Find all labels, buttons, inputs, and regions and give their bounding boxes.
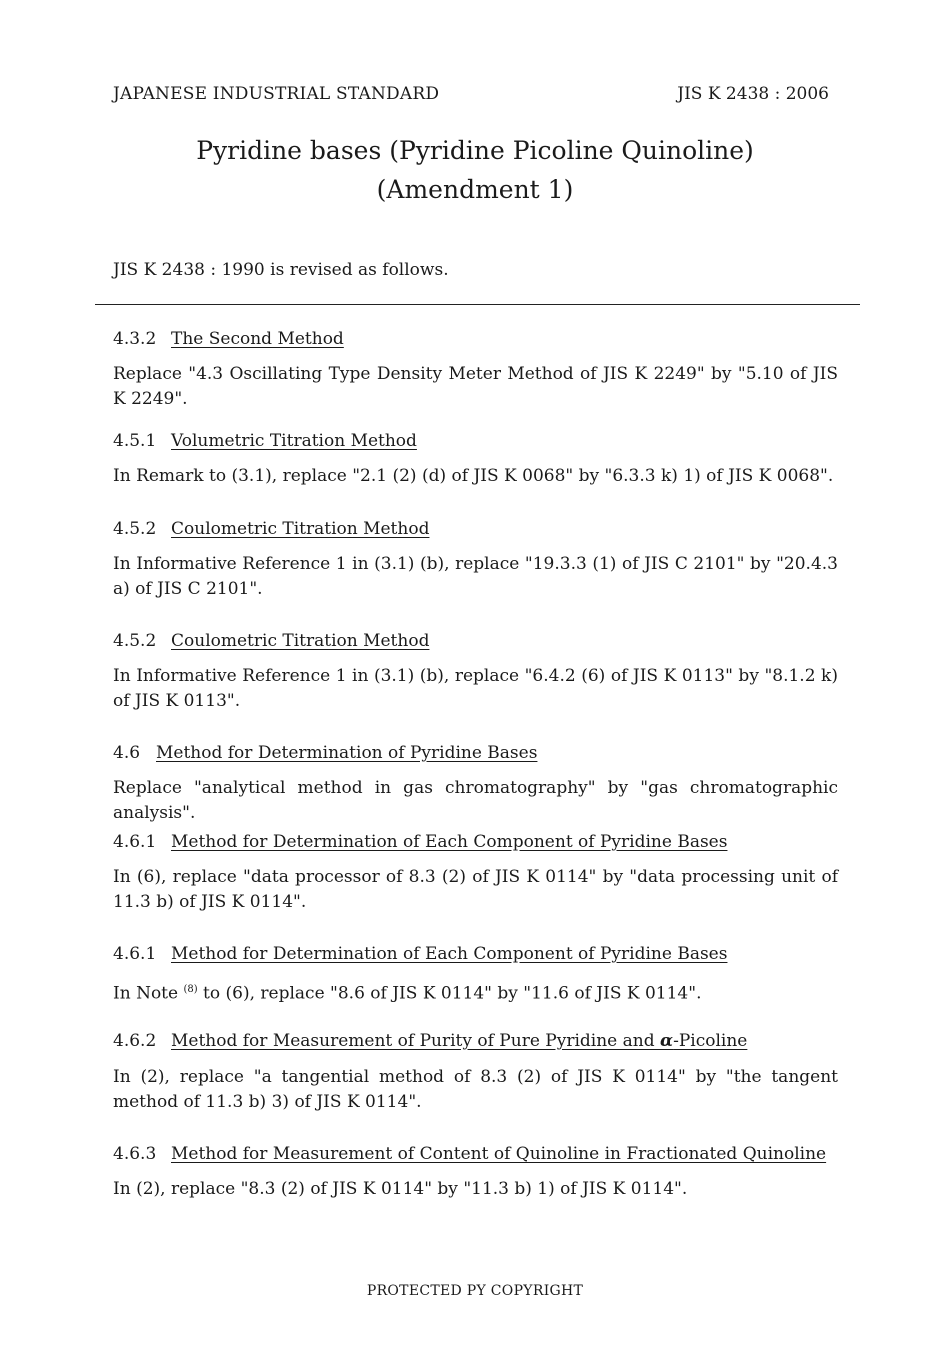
section-text-4-5-2-b: In Informative Reference 1 in (3.1) (b), replace "6.4.2 (6) of JIS K 0113" by "8.1.2 k) of JIS K 0113". xyxy=(113,666,838,711)
section-heading-4-6-1-b xyxy=(113,944,727,964)
section-title: The Second Method xyxy=(171,329,344,349)
section-text-4-5-2-a: In Informative Reference 1 in (3.1) (b), replace "19.3.3 (1) of JIS C 2101" by "20.4.3 a) of JIS C 2101". xyxy=(113,554,838,599)
header-standard-label: JAPANESE INDUSTRIAL STANDARD xyxy=(113,84,440,104)
section-title: Coulometric Titration Method xyxy=(171,631,430,651)
section-title: Volumetric Titration Method xyxy=(171,431,417,451)
section-number: 4.5.2 xyxy=(113,519,157,539)
intro-statement: JIS K 2438 : 1990 is revised as follows. xyxy=(113,260,449,280)
section-number: 4.6.1 xyxy=(113,944,157,964)
section-heading-4-3-2 xyxy=(113,329,344,349)
horizontal-divider xyxy=(95,304,860,305)
section-text-4-6-1-a: In (6), replace "data processor of 8.3 (2) of JIS K 0114" by "data processing unit of 11.3 b) of JIS K 0114". xyxy=(113,867,838,912)
section-number: 4.6.2 xyxy=(113,1031,157,1051)
section-title: Method for Determination of Each Component of Pyridine Bases xyxy=(171,832,728,852)
section-number: 4.6.3 xyxy=(113,1144,157,1164)
section-title xyxy=(171,1031,747,1051)
section-number: 4.6.1 xyxy=(113,832,157,852)
section-heading-4-5-2-b xyxy=(113,631,429,651)
copyright-footer: PROTECTED PY COPYRIGHT xyxy=(366,1283,584,1299)
document-subtitle: (Amendment 1) xyxy=(376,175,574,204)
section-title: Method for Measurement of Content of Quinoline in Fractionated Quinoline xyxy=(171,1144,827,1164)
document-title: Pyridine bases (Pyridine Picoline Quinoline) xyxy=(196,136,754,165)
section-number: 4.6 xyxy=(113,743,141,763)
text-after-note: to (6), replace "8.6 of JIS K 0114" by "11.6 of JIS K 0114". xyxy=(197,983,702,1004)
section-heading-4-5-1 xyxy=(113,431,417,451)
section-heading-4-6 xyxy=(113,743,537,763)
title-after-alpha: -Picoline xyxy=(673,1031,748,1051)
title-before-alpha: Method for Measurement of Purity of Pure Pyridine and xyxy=(171,1031,660,1051)
section-heading-4-5-2-a xyxy=(113,519,429,539)
section-heading-4-6-3 xyxy=(113,1144,826,1164)
section-number: 4.3.2 xyxy=(113,329,157,349)
note-mark: (8) xyxy=(183,984,198,995)
section-text-4-6-3: In (2), replace "8.3 (2) of JIS K 0114" by "11.3 b) 1) of JIS K 0114". xyxy=(113,1179,688,1199)
section-title: Method for Determination of Pyridine Bases xyxy=(156,743,538,763)
section-heading-4-6-1-a xyxy=(113,832,727,852)
section-number: 4.5.1 xyxy=(113,431,157,451)
header-standard-number: JIS K 2438 : 2006 xyxy=(677,84,829,104)
section-text-4-6-2: In (2), replace "a tangential method of 8.3 (2) of JIS K 0114" by "the tangent method of 11.3 b) 3) of JIS K 0114". xyxy=(113,1067,838,1112)
section-number: 4.5.2 xyxy=(113,631,157,651)
section-text-4-6-1-b xyxy=(113,977,838,1007)
section-title: Method for Determination of Each Component of Pyridine Bases xyxy=(171,944,728,964)
section-title: Coulometric Titration Method xyxy=(171,519,430,539)
section-text-4-6: Replace "analytical method in gas chromatography" by "gas chromatographic analysis". xyxy=(113,778,838,823)
section-text-4-3-2: Replace "4.3 Oscillating Type Density Meter Method of JIS K 2249" by "5.10 of JIS K 2249". xyxy=(113,364,838,409)
section-heading-4-6-2 xyxy=(113,1031,747,1051)
section-text-4-5-1: In Remark to (3.1), replace "2.1 (2) (d) of JIS K 0068" by "6.3.3 k) 1) of JIS K 0068". xyxy=(113,466,834,486)
text-before-note: In Note xyxy=(113,983,184,1004)
alpha-symbol: α xyxy=(660,1031,674,1051)
